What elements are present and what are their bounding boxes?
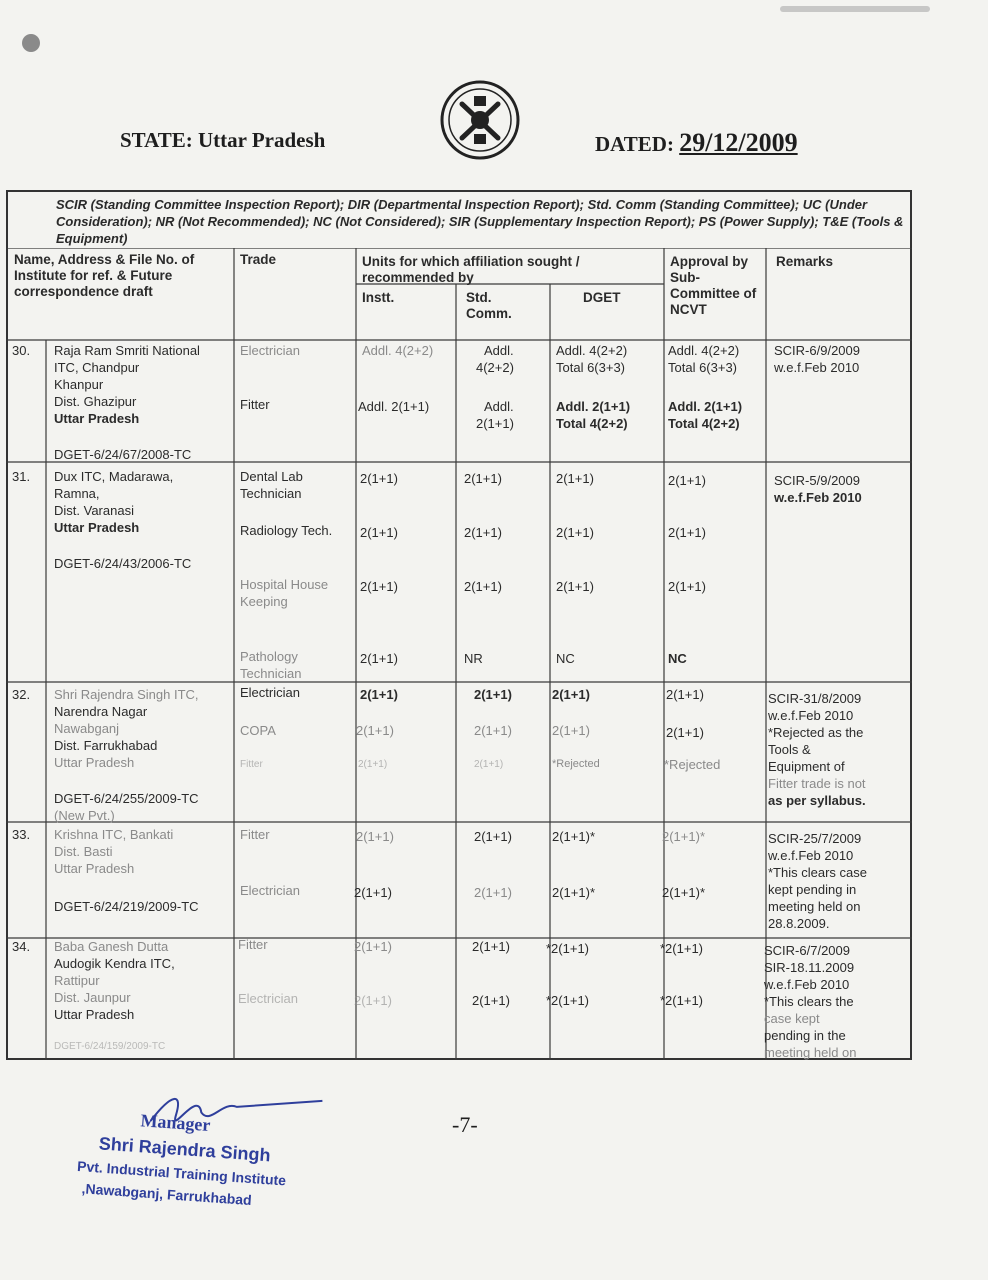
remarks-text: w.e.f.Feb 2010	[764, 977, 850, 992]
manager-stamp	[73, 1076, 343, 1244]
units-std-comm: 2(1+1)	[474, 885, 512, 900]
institute-address: Ramna,	[54, 486, 100, 501]
institute-state: Uttar Pradesh	[54, 520, 140, 535]
row-number: 34.	[12, 939, 31, 954]
units-dget: 2(1+1)	[552, 687, 590, 702]
remarks-text: as per syllabus.	[768, 793, 866, 808]
institute-address: ITC, Chandpur	[54, 360, 140, 375]
institute-district: Dist. Farrukhabad	[54, 738, 158, 753]
units-approval: 2(1+1)	[666, 687, 704, 702]
trade-name: Dental Lab Technician	[240, 469, 303, 501]
stamp-title: Manager	[139, 1110, 212, 1136]
column-header-approval: Approval by Sub-Committee of NCVT	[670, 254, 757, 317]
institute-address: Narendra Nagar	[54, 704, 148, 719]
institute-name: Dux ITC, Madarawa,	[54, 469, 174, 484]
column-header-name: Name, Address & File No. of Institute for ref. & Future correspondence draft	[14, 252, 195, 299]
remarks-text: w.e.f.Feb 2010	[774, 490, 862, 505]
file-number: DGET-6/24/219/2009-TC	[54, 899, 199, 914]
units-instt: 2(1+1)	[360, 651, 398, 666]
remarks-text: meeting held on	[768, 899, 861, 914]
column-header-units: Units for which affiliation sought / recommended by	[362, 254, 580, 285]
institute-address: Nawabganj	[54, 721, 120, 736]
units-dget: 2(1+1)	[556, 525, 594, 540]
remarks-text: *Rejected as the	[768, 725, 864, 740]
units-std-comm: 2(1+1)	[464, 579, 502, 594]
trade-name: Hospital House Keeping	[240, 577, 329, 609]
institute-state: Uttar Pradesh	[54, 411, 140, 426]
remarks-text: *This clears case	[768, 865, 867, 880]
institute-name: Raja Ram Smriti National	[54, 343, 200, 358]
units-dget: 2(1+1)	[552, 723, 590, 738]
remarks-text: case kept	[764, 1011, 820, 1026]
institute-name: Shri Rajendra Singh ITC,	[54, 687, 199, 702]
stamp-name: Shri Rajendra Singh	[98, 1133, 272, 1166]
institute-address: Rattipur	[54, 973, 100, 988]
dated-label: DATED:	[595, 132, 674, 156]
dated-value: 29/12/2009	[679, 128, 798, 157]
units-dget: Addl. 4(2+2)	[556, 343, 628, 358]
row-number: 30.	[12, 343, 31, 358]
institute-name: Krishna ITC, Bankati	[54, 827, 174, 842]
institute-state: Uttar Pradesh	[54, 1007, 135, 1022]
institute-district: Dist. Ghazipur	[54, 394, 137, 409]
remarks-text: w.e.f.Feb 2010	[768, 708, 854, 723]
units-dget: Total 6(3+3)	[556, 360, 626, 375]
units-approval: *Rejected	[664, 757, 721, 772]
units-instt: 2(1+1)	[358, 759, 388, 770]
units-std-comm: 2(1+1)	[474, 687, 512, 702]
column-header-trade: Trade	[240, 252, 277, 267]
units-approval: NC	[668, 651, 687, 666]
units-approval: 2(1+1)*	[662, 885, 705, 900]
units-dget: 2(1+1)*	[552, 885, 595, 900]
units-dget: *2(1+1)	[546, 941, 589, 956]
institute-district: Dist. Varanasi	[54, 503, 134, 518]
units-approval: 2(1+1)	[666, 725, 704, 740]
remarks-text: w.e.f.Feb 2010	[774, 360, 860, 375]
remarks-text: 28.8.2009.	[768, 916, 830, 931]
units-instt: 2(1+1)	[360, 687, 398, 702]
scan-smudge	[780, 6, 930, 12]
units-approval: 2(1+1)*	[662, 829, 705, 844]
row-number: 32.	[12, 687, 31, 702]
remarks-text: w.e.f.Feb 2010	[768, 848, 854, 863]
units-std-comm: 4(2+2)	[476, 360, 514, 375]
remarks-text: kept pending in	[768, 882, 857, 897]
units-std-comm: 2(1+1)	[464, 525, 502, 540]
units-std-comm: 2(1+1)	[474, 759, 504, 770]
institute-address: Khanpur	[54, 377, 104, 392]
units-std-comm: 2(1+1)	[464, 471, 502, 486]
units-approval: 2(1+1)	[668, 525, 706, 540]
units-approval: Total 6(3+3)	[668, 360, 738, 375]
units-approval: Addl. 4(2+2)	[668, 343, 740, 358]
units-instt: Addl. 2(1+1)	[358, 399, 430, 414]
units-dget: *Rejected	[552, 758, 600, 770]
institute-district: Dist. Jaunpur	[54, 990, 131, 1005]
units-instt: Addl. 4(2+2)	[362, 343, 434, 358]
abbreviation-legend: SCIR (Standing Committee Inspection Report); DIR (Departmental Inspection Report); Std. Comm (Standing Committee); UC (Under Consideration); NR (Not Recommended); NC (Not Considered); SIR (Supplementary Inspection Report); PS (Power Supply); T&E (Tools & Equipment)	[56, 197, 904, 246]
column-header-std-comm: Std. Comm.	[466, 290, 512, 321]
units-instt: 2(1+1)	[356, 723, 394, 738]
units-dget: 2(1+1)*	[552, 829, 595, 844]
trade-name: Fitter	[238, 937, 268, 952]
units-std-comm: NR	[464, 651, 483, 666]
trade-name: Electrician	[240, 685, 300, 700]
units-std-comm: 2(1+1)	[472, 939, 510, 954]
stamp-org: Pvt. Industrial Training Institute	[76, 1157, 287, 1189]
units-approval: Total 4(2+2)	[668, 416, 740, 431]
units-dget: NC	[556, 651, 575, 666]
remarks-text: Fitter trade is not	[768, 776, 866, 791]
trade-name: Electrician	[240, 343, 300, 358]
units-instt: 2(1+1)	[360, 579, 398, 594]
trade-name: Fitter	[240, 397, 270, 412]
units-dget: 2(1+1)	[556, 471, 594, 486]
row-number: 31.	[12, 469, 31, 484]
remarks-text: Tools &	[768, 742, 811, 757]
trade-name: Pathology Technician	[240, 649, 302, 681]
units-std-comm: 2(1+1)	[474, 829, 512, 844]
row-number: 33.	[12, 827, 31, 842]
institute-name: Baba Ganesh Dutta	[54, 939, 169, 954]
units-approval: *2(1+1)	[660, 941, 703, 956]
units-std-comm: 2(1+1)	[476, 416, 514, 431]
file-number: DGET-6/24/159/2009-TC	[54, 1041, 166, 1052]
institute-state: Uttar Pradesh	[54, 861, 135, 876]
state-heading: STATE: Uttar Pradesh	[120, 128, 326, 152]
institute-address: Audogik Kendra ITC,	[54, 956, 175, 971]
units-instt: 2(1+1)	[354, 993, 392, 1008]
trade-name: COPA	[240, 723, 276, 738]
units-std-comm: Addl.	[484, 399, 514, 414]
scan-speck	[22, 34, 40, 52]
units-dget: Total 4(2+2)	[556, 416, 628, 431]
remarks-text: SCIR-25/7/2009	[768, 831, 862, 846]
units-instt: 2(1+1)	[360, 525, 398, 540]
remarks-text: *This clears the	[764, 994, 854, 1009]
remarks-text: meeting held on	[764, 1045, 857, 1060]
file-note: (New Pvt.)	[54, 808, 115, 823]
units-dget: Addl. 2(1+1)	[556, 399, 631, 414]
units-instt: 2(1+1)	[360, 471, 398, 486]
units-instt: 2(1+1)	[354, 885, 392, 900]
dated-heading	[595, 128, 798, 158]
units-approval: *2(1+1)	[660, 993, 703, 1008]
trade-name: Electrician	[238, 991, 298, 1006]
trade-name: Radiology Tech.	[240, 523, 333, 538]
units-dget: *2(1+1)	[546, 993, 589, 1008]
stamp-place: ,Nawabganj, Farrukhabad	[81, 1180, 253, 1209]
file-number: DGET-6/24/255/2009-TC	[54, 791, 199, 806]
trade-name: Fitter	[240, 827, 270, 842]
ncvt-emblem-icon	[438, 78, 522, 162]
units-approval: 2(1+1)	[668, 579, 706, 594]
remarks-text: pending in the	[764, 1028, 846, 1043]
column-header-dget: DGET	[583, 290, 621, 305]
file-number: DGET-6/24/67/2008-TC	[54, 447, 192, 462]
units-instt: 2(1+1)	[354, 939, 392, 954]
units-approval: Addl. 2(1+1)	[668, 399, 743, 414]
trade-name: Electrician	[240, 883, 300, 898]
institute-state: Uttar Pradesh	[54, 755, 135, 770]
remarks-text: SCIR-6/9/2009	[774, 343, 860, 358]
units-dget: 2(1+1)	[556, 579, 594, 594]
remarks-text: SCIR-6/7/2009	[764, 943, 850, 958]
remarks-text: SCIR-5/9/2009	[774, 473, 860, 488]
column-header-remarks: Remarks	[776, 254, 834, 269]
units-instt: 2(1+1)	[356, 829, 394, 844]
remarks-text: SCIR-31/8/2009	[768, 691, 862, 706]
units-approval: 2(1+1)	[668, 473, 706, 488]
units-std-comm: 2(1+1)	[472, 993, 510, 1008]
remarks-text: SIR-18.11.2009	[764, 960, 855, 975]
trade-name: Fitter	[240, 759, 263, 770]
institute-district: Dist. Basti	[54, 844, 113, 859]
page-number: -7-	[452, 1112, 478, 1137]
units-std-comm: 2(1+1)	[474, 723, 512, 738]
units-std-comm: Addl.	[484, 343, 514, 358]
file-number: DGET-6/24/43/2006-TC	[54, 556, 192, 571]
remarks-text: Equipment of	[768, 759, 845, 774]
column-header-instt: Instt.	[362, 290, 395, 305]
